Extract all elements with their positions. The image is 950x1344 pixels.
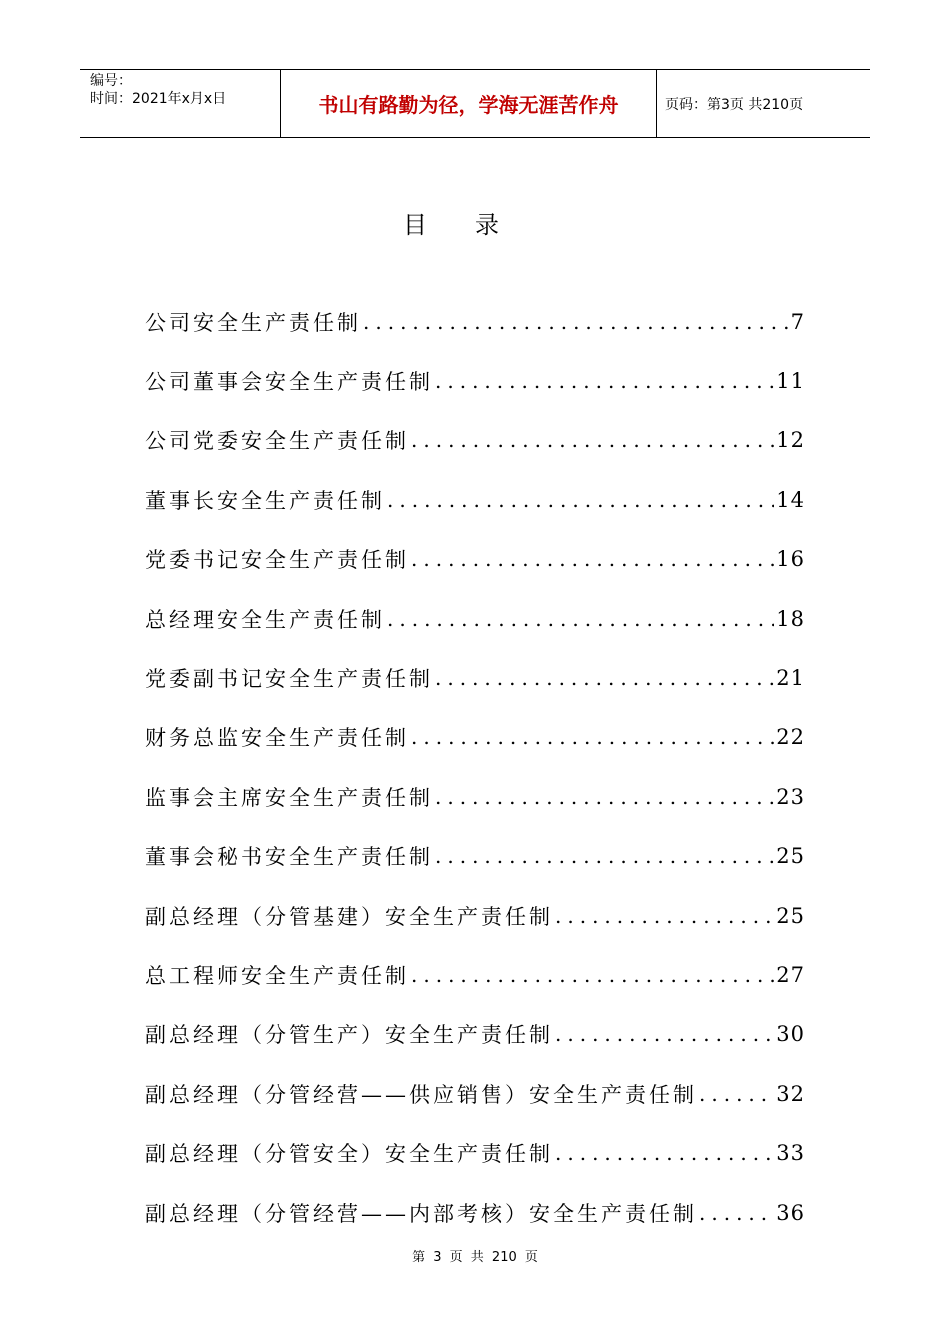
document-number-label: 编号：	[90, 73, 132, 89]
toc-entry-page: 16	[776, 547, 805, 572]
toc-leader-dots	[699, 1201, 774, 1225]
toc-entry-page: 30	[776, 1022, 805, 1047]
toc-entry-title: 董事长安全生产责任制	[145, 488, 385, 513]
toc-entry-title: 党委书记安全生产责任制	[145, 548, 409, 573]
toc-entry[interactable]	[145, 827, 805, 886]
toc-entry[interactable]	[145, 411, 805, 470]
page-header	[80, 69, 870, 138]
toc-entry-title: 董事会秘书安全生产责任制	[145, 845, 433, 870]
toc-entry[interactable]	[145, 1064, 805, 1123]
toc-entry[interactable]	[145, 1183, 805, 1242]
toc-entry-title: 公司安全生产责任制	[145, 310, 361, 335]
toc-entry-title: 副总经理（分管生产）安全生产责任制	[145, 1023, 553, 1048]
toc-entry-page: 14	[776, 487, 805, 512]
toc-entry[interactable]	[145, 1123, 805, 1182]
toc-leader-dots	[699, 1082, 774, 1106]
toc-leader-dots	[435, 666, 774, 690]
toc-entry-page: 7	[790, 309, 805, 334]
toc-leader-dots	[435, 844, 774, 868]
toc-entry-page: 22	[776, 725, 805, 750]
toc-leader-dots	[411, 428, 774, 452]
toc-entry[interactable]	[145, 530, 805, 589]
toc-entry-page: 12	[776, 428, 805, 453]
toc-title: 目录	[403, 211, 547, 239]
toc-entry[interactable]	[145, 945, 805, 1004]
toc-entry-page: 27	[776, 962, 805, 987]
toc-entry-page: 33	[776, 1141, 805, 1166]
page-footer: 第 3 页 共 210 页	[412, 1250, 538, 1265]
toc-leader-dots	[435, 369, 774, 393]
toc-leader-dots	[435, 785, 774, 809]
toc-entry-title: 总经理安全生产责任制	[145, 607, 385, 632]
toc-leader-dots	[363, 310, 789, 334]
toc-leader-dots	[555, 1141, 774, 1165]
toc-entry-page: 36	[776, 1200, 805, 1225]
toc-entry-title: 总工程师安全生产责任制	[145, 963, 409, 988]
toc-entry[interactable]	[145, 589, 805, 648]
toc-leader-dots	[411, 725, 774, 749]
toc-entry-title: 党委副书记安全生产责任制	[145, 667, 433, 692]
table-of-contents	[145, 292, 805, 1242]
toc-entry-page: 21	[776, 666, 805, 691]
toc-entry[interactable]	[145, 1005, 805, 1064]
toc-entry-page: 23	[776, 784, 805, 809]
toc-leader-dots	[411, 963, 774, 987]
toc-entry-page: 11	[776, 369, 805, 394]
toc-leader-dots	[555, 904, 774, 928]
toc-entry[interactable]	[145, 767, 805, 826]
toc-entry-title: 公司董事会安全生产责任制	[145, 370, 433, 395]
toc-entry-title: 公司党委安全生产责任制	[145, 429, 409, 454]
toc-leader-dots	[555, 1022, 774, 1046]
toc-entry[interactable]	[145, 708, 805, 767]
toc-entry[interactable]	[145, 351, 805, 410]
toc-entry-title: 财务总监安全生产责任制	[145, 726, 409, 751]
header-page-info: 页码：第3页 共210页	[665, 96, 804, 113]
toc-leader-dots	[387, 488, 774, 512]
toc-leader-dots	[387, 607, 774, 631]
toc-entry-page: 32	[776, 1081, 805, 1106]
header-meta	[80, 70, 280, 137]
toc-leader-dots	[411, 547, 774, 571]
toc-entry[interactable]	[145, 648, 805, 707]
toc-entry-title: 监事会主席安全生产责任制	[145, 785, 433, 810]
toc-entry[interactable]	[145, 292, 805, 351]
toc-entry[interactable]	[145, 470, 805, 529]
toc-entry-title: 副总经理（分管基建）安全生产责任制	[145, 904, 553, 929]
toc-entry-page: 25	[776, 844, 805, 869]
toc-entry-page: 18	[776, 606, 805, 631]
toc-entry-page: 25	[776, 903, 805, 928]
document-time-label: 时间：2021年x月x日	[90, 91, 227, 107]
header-motto: 书山有路勤为径，学海无涯苦作舟	[280, 70, 657, 137]
toc-entry[interactable]	[145, 886, 805, 945]
toc-entry-title: 副总经理（分管经营——供应销售）安全生产责任制	[145, 1082, 697, 1107]
toc-entry-title: 副总经理（分管经营——内部考核）安全生产责任制	[145, 1201, 697, 1226]
toc-entry-title: 副总经理（分管安全）安全生产责任制	[145, 1142, 553, 1167]
